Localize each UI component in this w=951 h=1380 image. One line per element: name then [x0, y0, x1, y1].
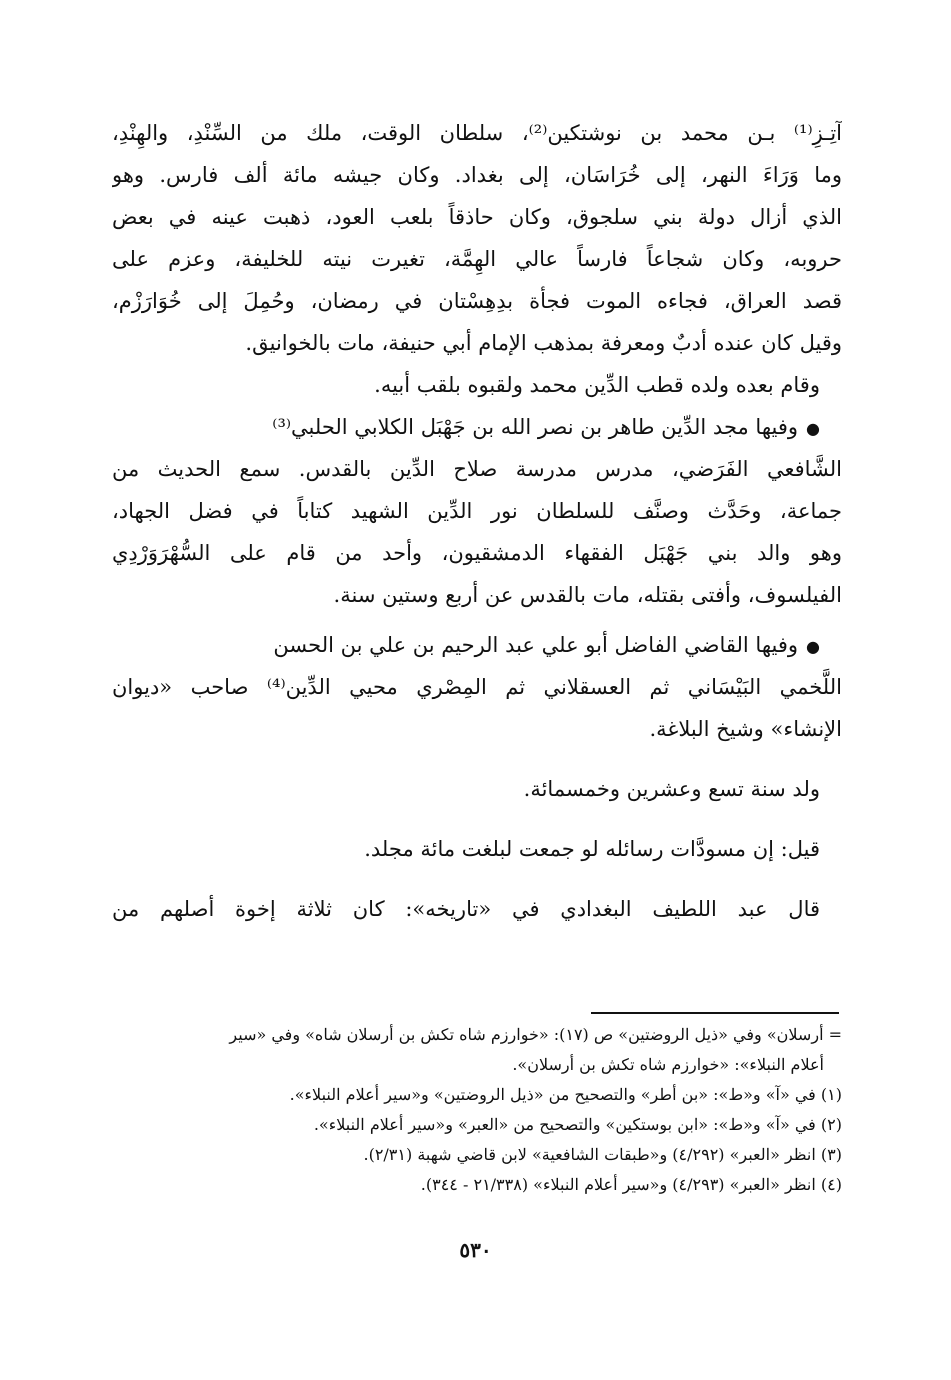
entry-text: وفيها مجد الدِّين طاهر بن نصر الله بن جَهْبَل الكلابي الحلبي⁽³⁾ [272, 415, 799, 439]
footnote-line: (٣) انظر «العبر» (٤/٢٩٢) و«طبقات الشافعية» لابن قاضي شهبة (٢/٣١). [363, 1145, 842, 1164]
text-line: وقام بعده ولده قطب الدِّين محمد ولقبوه بلقب أبيه. [374, 373, 820, 397]
text-line: الشَّافعي الفَرَضي، مدرس مدرسة صلاح الدِّين بالقدس. سمع الحديث من [112, 457, 842, 481]
text-line: وما وَرَاءَ النهر، إلى خُرَاسَان، إلى بغداد. وكان جيشه مائة ألف فارس. وهو [112, 163, 842, 187]
text-line: ولد سنة تسع وعشرين وخمسمائة. [523, 777, 820, 801]
text-line: حروبه، وكان شجاعاً فارساً عالي الهِمَّة، تغيرت نيته للخليفة، وعزم على [112, 247, 842, 271]
text-line: جماعة، وحَدَّث وصنَّف للسلطان نور الدِّين الشهيد كتاباً في فضل الجهاد، [112, 499, 842, 523]
entry-line [112, 624, 842, 666]
entry-text: وفيها القاضي الفاضل أبو علي عبد الرحيم بن علي بن الحسن [273, 633, 799, 657]
footnotes [112, 1020, 842, 1200]
footnote-line: (٤) انظر «العبر» (٤/٢٩٣) و«سير أعلام النبلاء» (٢١/٣٣٨ - ٣٤٤). [420, 1175, 842, 1194]
text-line: قال عبد اللطيف البغدادي في «تاريخه»: كان ثلاثة إخوة أصلهم من [112, 897, 820, 921]
main-text [112, 112, 842, 930]
text-line: قيل: إن مسودَّات رسائله لو جمعت لبلغت مائة مجلد. [364, 837, 820, 861]
bullet-icon: ● [806, 419, 820, 438]
text-line: الفيلسوف، وأفتى بقتله، مات بالقدس عن أربع وستين سنة. [333, 583, 842, 607]
text-line: وهو والد بني جَهْبَل الفقهاء الدمشقيون، وأحد من قام على السُّهْرَوَرْدِي [112, 541, 842, 565]
page-number: ٥٣٠ [459, 1238, 492, 1262]
text-line: الذي أزال دولة بني سلجوق، وكان حاذقاً بلعب العود، ذهبت عينه في بعض [112, 205, 842, 229]
footnote-line: أعلام النبلاء»: «خوارزم شاه تكش بن أرسلان». [512, 1055, 824, 1074]
entry-line [112, 406, 842, 448]
footnote-divider [591, 1012, 839, 1014]
footnote-line: = أرسلان» وفي «ذيل الروضتين» ص (١٧): «خوارزم شاه تكش بن أرسلان شاه» وفي «سير [229, 1025, 842, 1044]
footnote-line: (١) في «آ» و«ط»: «بن أطر» والتصحيح من «ذيل الروضتين» و«سير أعلام النبلاء». [289, 1085, 842, 1104]
text-line: آتِـزِ⁽¹⁾ بـن محمد بن نوشتكين⁽²⁾، سلطان الوقت، ملك من السِّنْدِ، والهِنْدِ، [112, 121, 842, 145]
text-line: وقيل كان عنده أدبٌ ومعرفة بمذهب الإمام أبي حنيفة، مات بالخوانيق. [245, 331, 842, 355]
bullet-icon: ● [806, 637, 820, 656]
footnote-line: (٢) في «آ» و«ط»: «ابن بوستكين» والتصحيح من «العبر» و«سير أعلام النبلاء». [313, 1115, 842, 1134]
text-line: اللَّخمي البَيْسَاني ثم العسقلاني ثم المِصْري محيي الدِّين⁽⁴⁾ صاحب «ديوان [112, 675, 842, 699]
text-line: الإنشاء» وشيخ البلاغة. [649, 717, 842, 741]
text-line: قصد العراق، فجاءه الموت فجأة بدِهِسْتان في رمضان، وحُمِلَ إلى خُوَارَزْم، [112, 289, 842, 313]
